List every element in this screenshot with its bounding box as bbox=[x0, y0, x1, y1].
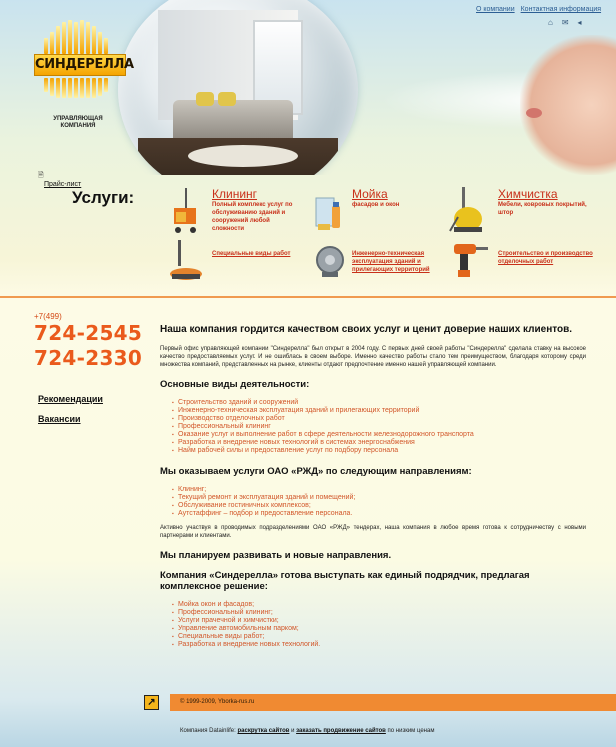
service-drycleaning-link[interactable]: Химчистка bbox=[498, 187, 558, 201]
fan-icon bbox=[312, 244, 348, 292]
drill-icon bbox=[450, 240, 486, 288]
floor-machine-icon bbox=[166, 240, 202, 288]
nav-link-about[interactable]: О компании bbox=[476, 6, 515, 13]
plans-title: Мы планируем развивать и новые направления. bbox=[160, 550, 392, 561]
price-list-link[interactable]: Прайс-лист bbox=[44, 181, 82, 188]
list-item: ▪ Инженерно-техническая эксплуатация зданий и прилегающих территорий bbox=[160, 407, 586, 415]
header bbox=[0, 0, 616, 175]
arrow-icon[interactable]: ↗ bbox=[144, 695, 159, 710]
engineering-link[interactable]: Инженерно-техническая эксплуатация зданий и прилегающих территорий bbox=[352, 251, 430, 273]
tender-paragraph: Активно участвуя в проводимых подразделениями ОАО «РЖД» тендерах, наша компания в любое время готова к сотрудничеству с новыми партнерами и клиентами. bbox=[160, 525, 586, 539]
lips bbox=[526, 108, 542, 118]
vacuum-icon bbox=[448, 187, 484, 235]
contractor-title: Компания «Синдерелла» готова выступать как единый подрядчик, предлагая комплексное решение: bbox=[160, 570, 530, 592]
recommendations-link[interactable]: Рекомендации bbox=[38, 394, 103, 404]
logo[interactable] bbox=[34, 20, 134, 129]
mail-icon[interactable]: ✉ bbox=[561, 18, 569, 27]
list-item: ▪ Мойка окон и фасадов; bbox=[160, 601, 586, 609]
phone-number-1: 724-2545 bbox=[34, 321, 143, 345]
list-item: ▪ Найм рабочей силы и предоставление услуг по подбору персонала bbox=[160, 447, 586, 455]
document-icon: 🗎 bbox=[38, 172, 44, 179]
list-item: ▪ Аутстаффинг – подбор и предоставление персонала. bbox=[160, 510, 586, 518]
woman-face-image bbox=[520, 35, 616, 175]
rzd-list bbox=[160, 486, 586, 518]
back-icon[interactable]: ◂ bbox=[577, 18, 582, 27]
order-promotion-link[interactable]: заказать продвижение сайтов bbox=[296, 728, 386, 734]
home-icon[interactable]: ⌂ bbox=[548, 18, 553, 27]
credits-and: и bbox=[291, 728, 295, 734]
logo-bottom-bars bbox=[44, 78, 110, 98]
list-item: ▪ Оказание услуг и выполнение работ в сфере деятельности железнодорожного транспорта bbox=[160, 431, 586, 439]
footer-credits bbox=[180, 728, 434, 734]
list-item: ▪ Клининг; bbox=[160, 486, 586, 494]
cleaning-cart-icon bbox=[168, 188, 204, 236]
vacancies-link[interactable]: Вакансии bbox=[38, 414, 81, 424]
list-item: ▪ Разработка и внедрение новых технологий в системах энергоснабжения bbox=[160, 439, 586, 447]
activities-list bbox=[160, 399, 586, 455]
rzd-title: Мы оказываем услуги ОАО «РЖД» по следующим направлениям: bbox=[160, 466, 472, 477]
logo-top-bars bbox=[44, 20, 110, 54]
service-cleaning-desc: Полный комплекс услуг по обслуживанию зданий и сооружений любой сложности bbox=[212, 202, 293, 232]
section-divider bbox=[0, 296, 616, 298]
list-item: ▪ Обслуживание гостиничных комплексов; bbox=[160, 502, 586, 510]
list-item: ▪ Специальные виды работ; bbox=[160, 633, 586, 641]
list-item: ▪ Профессиональный клининг; bbox=[160, 609, 586, 617]
credits-suffix: по низким ценам bbox=[387, 728, 435, 734]
top-icons bbox=[548, 18, 582, 27]
intro-paragraph: Первый офис управляющей компании "Синдерелла" был открыт в 2004 году. С первых дней своей работы "Синдерелла" сделала ставку на высокое качество предоставляемых услуг. И не ошиблась в своем выборе. Именно качество работы стало тем преимуществом, благодаря которому среди множества компаний, представленных на рынке, клиенты отдают предпочтение именно нашей управляющей компании. bbox=[160, 346, 586, 368]
list-item: ▪ Профессиональный клининг bbox=[160, 423, 586, 431]
nav-link-contacts[interactable]: Контактная информация bbox=[520, 6, 602, 13]
copyright: © 1999-2009, Yborka-rus.ru bbox=[180, 699, 255, 705]
spray-bottle-icon bbox=[312, 192, 348, 240]
construction-link[interactable]: Строительство и производство отделочных работ bbox=[498, 251, 593, 265]
services-title: Услуги: bbox=[72, 188, 135, 207]
service-drycleaning-desc: Мебели, ковровых покрытий, штор bbox=[498, 202, 587, 216]
room-photo-bubble bbox=[118, 0, 358, 175]
top-nav bbox=[476, 6, 601, 13]
phone-code: +7(499) bbox=[34, 312, 62, 321]
credits-prefix: Компания Datainlife: bbox=[180, 728, 236, 734]
list-item: ▪ Строительство зданий и сооружений bbox=[160, 399, 586, 407]
main-content bbox=[160, 324, 586, 649]
list-item: ▪ Производство отделочных работ bbox=[160, 415, 586, 423]
main-headline: Наша компания гордится качеством своих услуг и ценит доверие наших клиентов. bbox=[160, 324, 573, 335]
service-cleaning-link[interactable]: Клининг bbox=[212, 187, 258, 201]
contractor-list bbox=[160, 601, 586, 649]
service-wash-link[interactable]: Мойка bbox=[352, 187, 388, 201]
activities-title: Основные виды деятельности: bbox=[160, 379, 310, 390]
logo-subtitle: УПРАВЛЯЮЩАЯ КОМПАНИЯ bbox=[53, 116, 103, 129]
list-item: ▪ Разработка и внедрение новых технологий. bbox=[160, 641, 586, 649]
service-wash-desc: фасадов и окон bbox=[352, 202, 400, 208]
list-item: ▪ Текущий ремонт и эксплуатация зданий и помещений; bbox=[160, 494, 586, 502]
list-item: ▪ Услуги прачечной и химчистки; bbox=[160, 617, 586, 625]
list-item: ▪ Управление автомобильным парком; bbox=[160, 625, 586, 633]
promotion-link[interactable]: раскрутка сайтов bbox=[237, 728, 290, 734]
special-works-link[interactable]: Специальные виды работ bbox=[212, 251, 291, 257]
phone-number-2: 724-2330 bbox=[34, 346, 143, 370]
logo-name: СИНДЕРЕЛЛА bbox=[34, 54, 126, 76]
